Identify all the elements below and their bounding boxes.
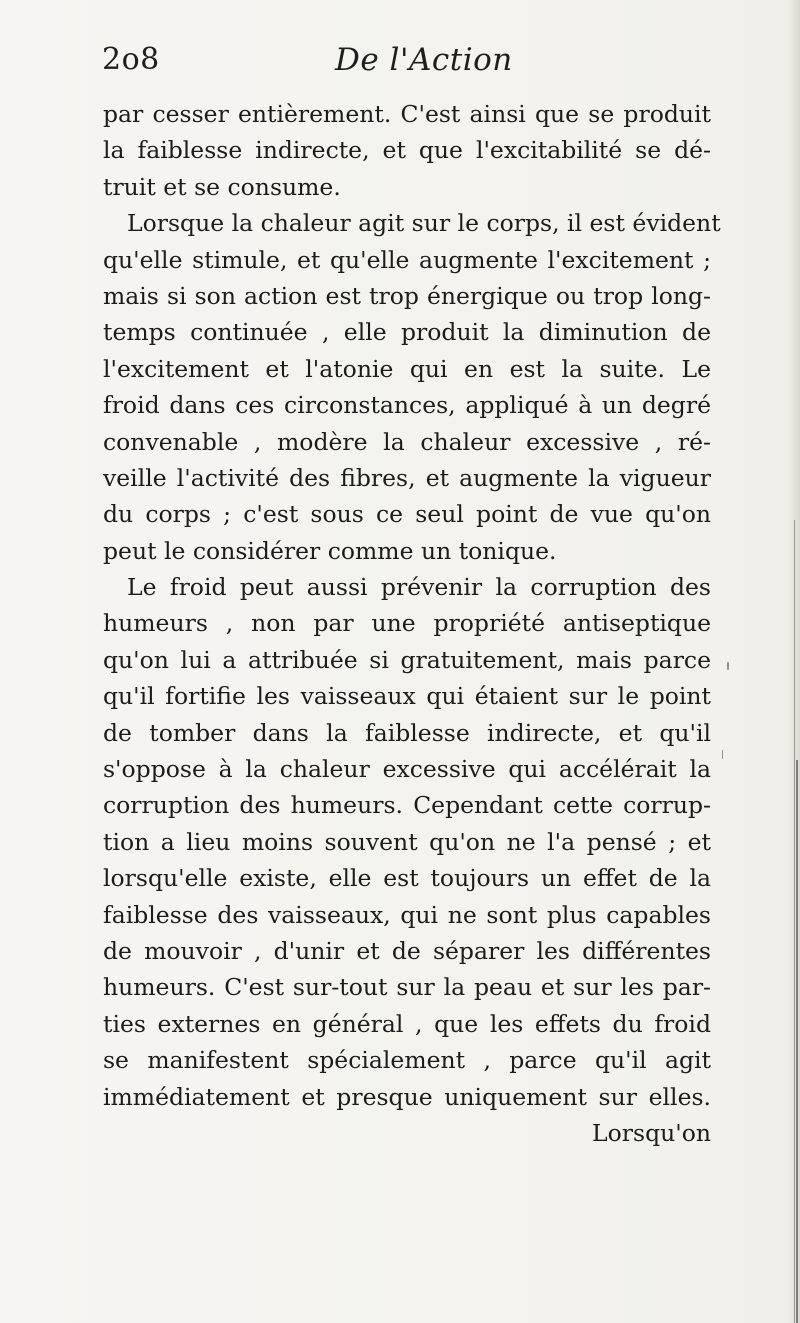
page-header xyxy=(0,42,800,92)
text-line: l'excitement et l'atonie qui en est la suite. Le xyxy=(103,354,711,383)
page-edge-line xyxy=(794,520,795,1323)
text-line: corruption des humeurs. Cependant cette corrup- xyxy=(103,791,711,820)
text-line: par cesser entièrement. C'est ainsi que se produit xyxy=(103,100,711,128)
text-line: la faiblesse indirecte, et que l'excitabilité se dé- xyxy=(103,136,711,165)
text-line: qu'elle stimule, et qu'elle augmente l'excitement ; xyxy=(103,245,711,274)
text-line: truit et se consume. xyxy=(103,172,341,201)
text-line: humeurs , non par une propriété antiseptique xyxy=(103,609,711,638)
text-line: Lorsque la chaleur agit sur le corps, il est évident xyxy=(127,209,721,238)
running-title: De l'Action xyxy=(335,42,513,78)
text-line: se manifestent spécialement , parce qu'il agit xyxy=(103,1046,711,1075)
text-line: s'oppose à la chaleur excessive qui accélérait la xyxy=(103,755,711,784)
text-line: ties externes en général , que les effets du froid xyxy=(103,1009,711,1038)
text-line: immédiatement et presque uniquement sur elles. xyxy=(103,1082,711,1111)
text-line: tion a lieu moins souvent qu'on ne l'a pensé ; et xyxy=(103,827,711,856)
text-line: temps continuée , elle produit la diminution de xyxy=(103,318,711,347)
text-line: qu'il fortifie les vaisseaux qui étaient sur le point xyxy=(103,682,711,711)
text-line: veille l'activité des fibres, et augmente la vigueur xyxy=(103,463,711,492)
text-line: convenable , modère la chaleur excessive , ré- xyxy=(103,427,711,456)
text-line: de mouvoir , d'unir et de séparer les différentes xyxy=(103,936,711,965)
text-line: mais si son action est trop énergique ou trop long- xyxy=(103,281,711,310)
text-line: froid dans ces circonstances, appliqué à un degré xyxy=(103,391,711,420)
text-line: Le froid peut aussi prévenir la corruption des xyxy=(127,573,711,602)
page-number: 2o8 xyxy=(102,42,160,77)
body-text xyxy=(103,96,721,1151)
text-line: lorsqu'elle existe, elle est toujours un effet de la xyxy=(103,864,711,893)
ink-speck xyxy=(727,662,729,670)
ink-speck xyxy=(722,750,723,759)
text-line: de tomber dans la faiblesse indirecte, et qu'il xyxy=(103,718,711,747)
page-edge-line-dark xyxy=(796,760,798,1323)
text-line: du corps ; c'est sous ce seul point de vue qu'on xyxy=(103,500,711,529)
text-line: humeurs. C'est sur-tout sur la peau et sur les par- xyxy=(103,973,711,1002)
catchword: Lorsqu'on xyxy=(592,1118,711,1147)
text-line: qu'on lui a attribuée si gratuitement, mais parce xyxy=(103,645,711,674)
text-line: peut le considérer comme un tonique. xyxy=(103,536,557,565)
text-line: faiblesse des vaisseaux, qui ne sont plus capables xyxy=(103,900,711,929)
